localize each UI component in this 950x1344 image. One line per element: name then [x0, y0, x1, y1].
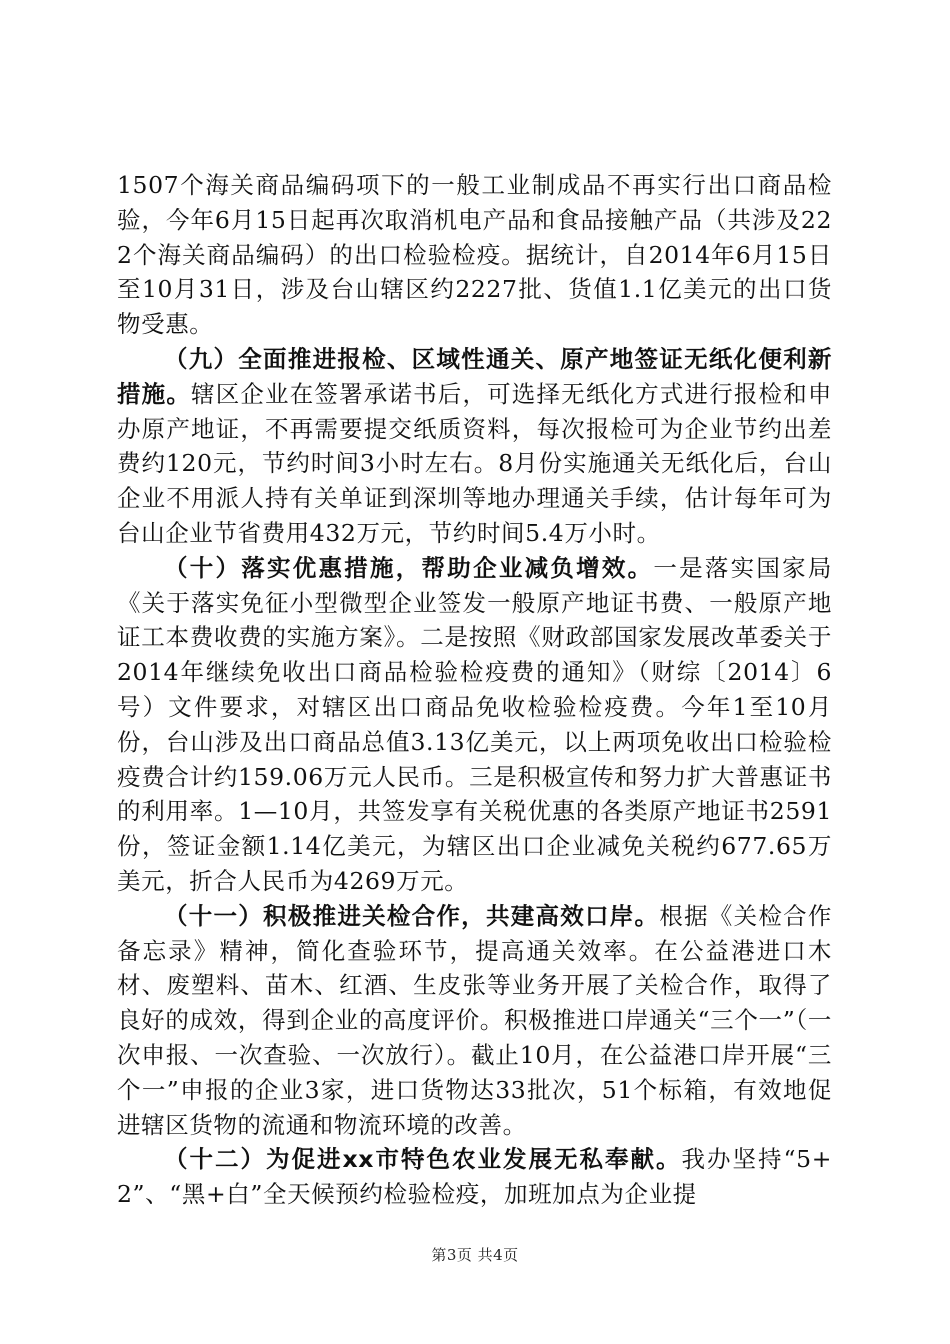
paragraph-text: 1507个海关商品编码项下的一般工业制成品不再实行出口商品检验，今年6月15日起再次取消机电产品和食品接触产品（共涉及222个海关商品编码）的出口检验检疫。据统计，自2014年6月15日至10月31日，涉及台山辖区约2227批、货值1.1亿美元的出口货物受惠。	[117, 171, 832, 339]
paragraph-section-11	[117, 899, 832, 1143]
section-12-heading: （十二）为促进xx市特色农业发展无私奉献。	[164, 1145, 682, 1174]
section-9-heading: （九）全面推进报检、区域性通关、原产地签证无纸化便利新措施。	[117, 344, 832, 408]
section-11-text: 根据《关检合作备忘录》精神，简化查验环节，提高通关效率。在公益港进口木材、废塑料、苗木、红酒、生皮张等业务开展了关检合作，取得了良好的成效，得到企业的高度评价。积极推进口岸通关“三个一”（一次申报、一次查验、一次放行）。截止10月，在公益港口岸开展“三个一”申报的企业3家，进口货物达33批次，51个标箱，有效地促进辖区货物的流通和物流环境的改善。	[117, 901, 833, 1139]
section-12-text: 我办坚持“5+2”、“黑+白”全天候预约检验检疫，加班加点为企业提	[117, 1145, 832, 1209]
paragraph-section-12	[117, 1142, 832, 1212]
paragraph-continuation	[117, 168, 832, 342]
section-9-text: 辖区企业在签署承诺书后，可选择无纸化方式进行报检和申办原产地证，不再需要提交纸质资料，每次报检可为企业节约出差费约120元，节约时间3小时左右。8月份实施通关无纸化后，台山企业不用派人持有关单证到深圳等地办理通关手续，估计每年可为台山企业节省费用432万元，节约时间5.4万小时。	[117, 379, 832, 547]
paragraph-section-9	[117, 342, 832, 551]
section-11-heading: （十一）积极推进关检合作，共建高效口岸。	[164, 901, 660, 930]
section-10-text: 一是落实国家局《关于落实免征小型微型企业签发一般原产地证书费、一般原产地证工本费收费的实施方案》。二是按照《财政部国家发展改革委关于2014年继续免收出口商品检验检疫费的通知》（财综〔2014〕6号）文件要求，对辖区出口商品免收检验检疫费。今年1至10月份，台山涉及出口商品总值3.13亿美元，以上两项免收出口检验检疫费合计约159.06万元人民币。三是积极宣传和努力扩大普惠证书的利用率。1—10月，共签发享有关税优惠的各类原产地证书2591份，签证金额1.14亿美元，为辖区出口企业减免关税约677.65万美元，折合人民币为4269万元。	[117, 553, 832, 895]
page-number-label: 第3页 共4页	[431, 1246, 519, 1264]
document-body	[117, 168, 832, 1212]
page-footer	[0, 1244, 950, 1265]
section-10-heading: （十）落实优惠措施，帮助企业减负增效。	[164, 553, 654, 582]
paragraph-section-10	[117, 551, 832, 899]
